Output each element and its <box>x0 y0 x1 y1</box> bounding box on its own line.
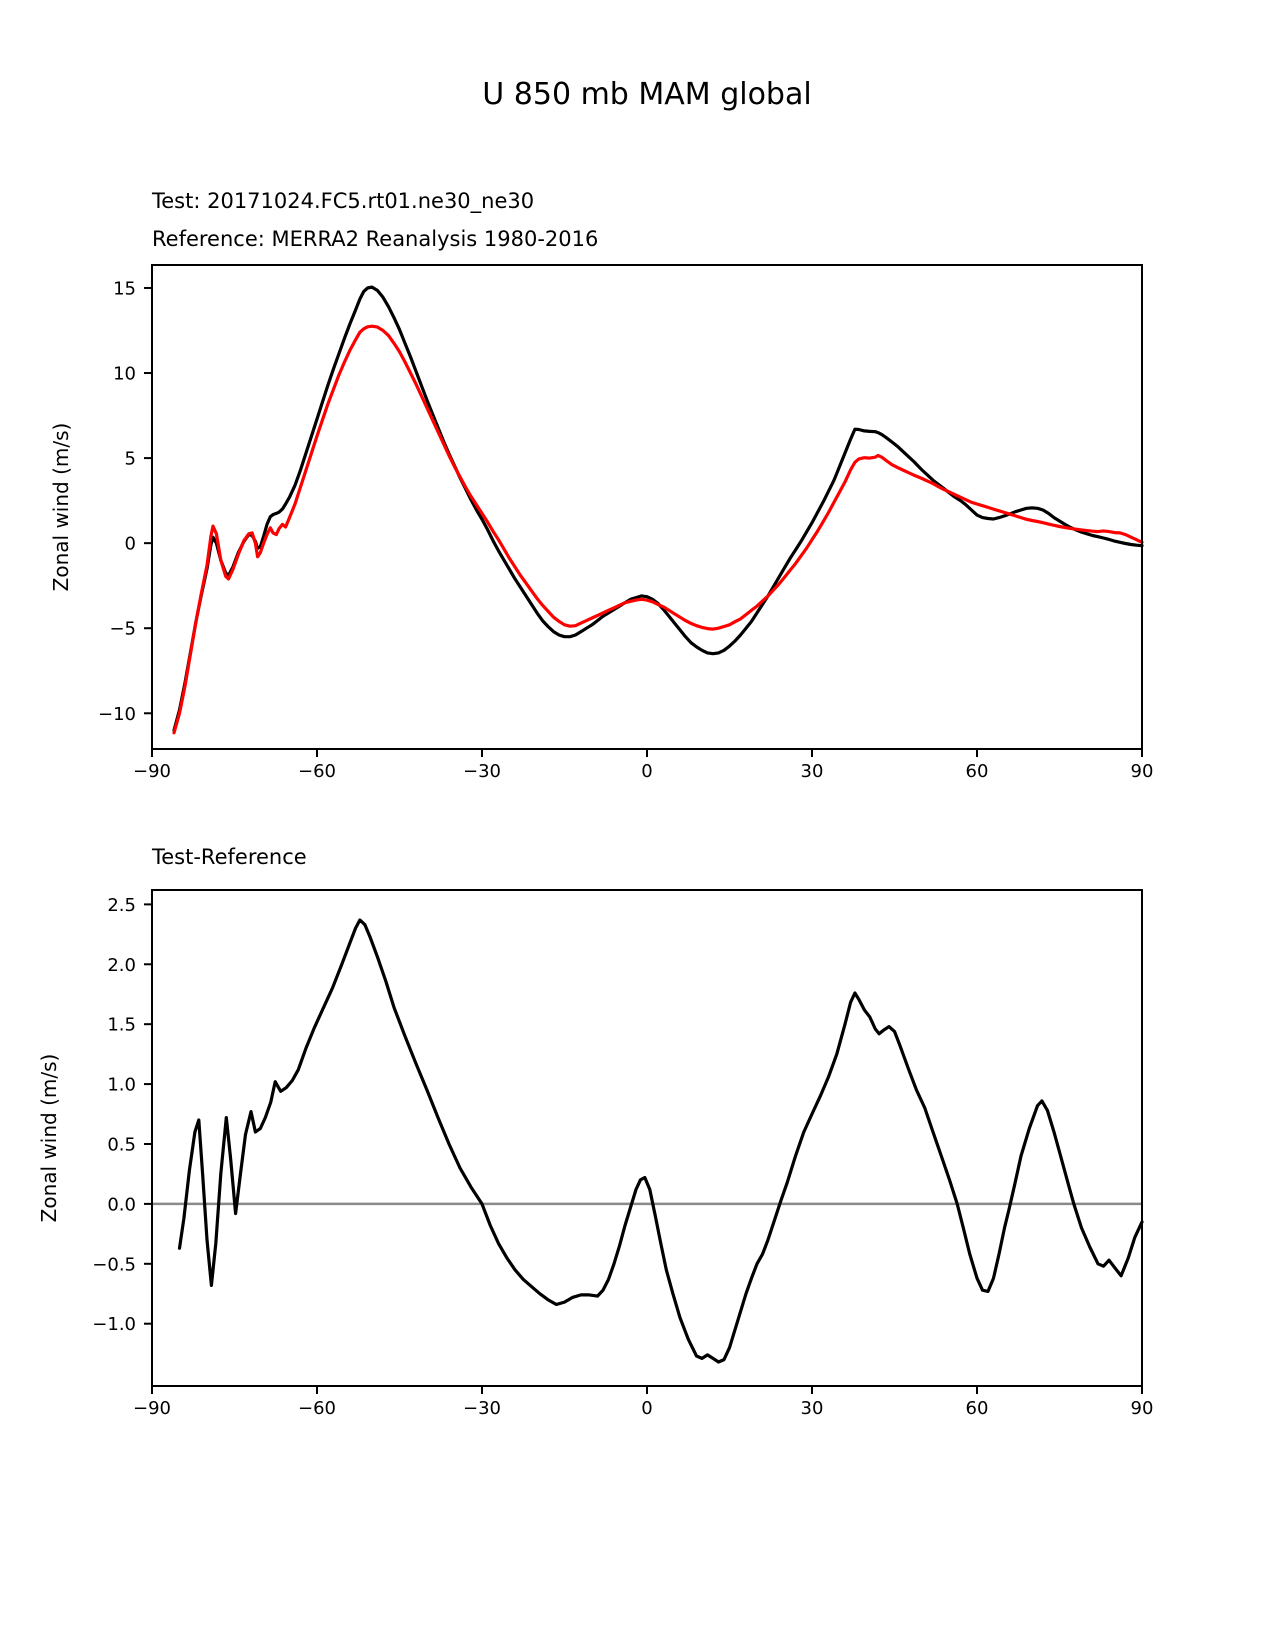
y-tick-label: 1.0 <box>107 1074 136 1096</box>
y-tick-label: 2.5 <box>107 894 136 916</box>
y-tick-label: −0.5 <box>92 1254 136 1276</box>
y-tick-label: 10 <box>113 363 136 385</box>
x-tick-label: 0 <box>641 761 653 782</box>
x-tick-label: −30 <box>463 1398 501 1419</box>
bottom-plot-frame <box>152 890 1142 1386</box>
reference-label: Reference: MERRA2 Reanalysis 1980-2016 <box>152 227 599 251</box>
y-tick-label: 2.0 <box>107 954 136 976</box>
x-tick-label: −30 <box>463 761 501 782</box>
x-tick-label: 30 <box>800 1398 824 1419</box>
bottom-y-axis-label: Zonal wind (m/s) <box>37 1053 61 1223</box>
x-tick-label: 60 <box>965 1398 989 1419</box>
x-tick-label: 60 <box>965 761 989 782</box>
x-tick-label: 90 <box>1130 1398 1154 1419</box>
y-tick-label: 0.5 <box>107 1134 136 1156</box>
x-tick-label: −90 <box>133 1398 171 1419</box>
diff-line <box>180 920 1143 1362</box>
bottom-panel-title: Test-Reference <box>152 845 307 869</box>
x-tick-label: 90 <box>1130 761 1154 782</box>
y-tick-label: 0.0 <box>107 1194 136 1216</box>
top-y-axis-label: Zonal wind (m/s) <box>49 422 73 592</box>
y-tick-label: 5 <box>124 448 136 470</box>
y-tick-label: −5 <box>109 618 136 640</box>
reference-line <box>174 326 1142 733</box>
figure-title: U 850 mb MAM global <box>482 77 812 112</box>
x-tick-label: 30 <box>800 761 824 782</box>
top-plot <box>98 265 1153 782</box>
x-tick-label: 0 <box>641 1398 653 1419</box>
y-tick-label: −10 <box>98 703 136 725</box>
test-label: Test: 20171024.FC5.rt01.ne30_ne30 <box>152 189 535 213</box>
y-tick-label: −1.0 <box>92 1314 136 1336</box>
y-tick-label: 1.5 <box>107 1014 136 1036</box>
x-tick-label: −60 <box>298 761 336 782</box>
x-tick-label: −60 <box>298 1398 336 1419</box>
top-plot-frame <box>152 265 1142 749</box>
bottom-plot <box>92 890 1153 1419</box>
y-tick-label: 0 <box>124 533 136 555</box>
y-tick-label: 15 <box>113 278 136 300</box>
x-tick-label: −90 <box>133 761 171 782</box>
